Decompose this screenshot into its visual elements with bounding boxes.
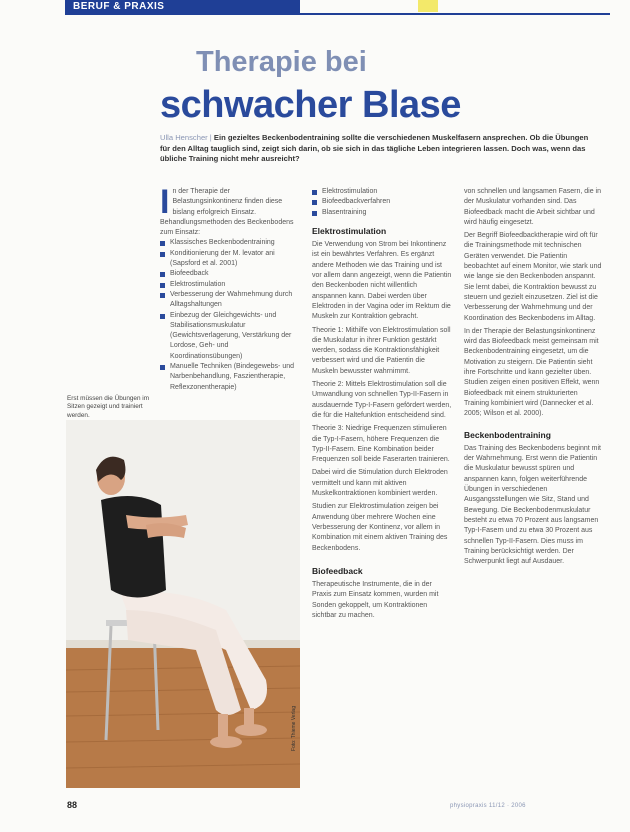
journal-footer: physiopraxis 11/12 · 2006 [450, 803, 526, 809]
list-item: Blasentraining [312, 208, 452, 218]
list-item: Verbesserung der Wahrnehmung durch Alltagshaltungen [160, 290, 300, 311]
list-item: Klassisches Beckenbodentraining [160, 238, 300, 248]
heading-beckenbodentraining: Beckenbodentraining [464, 429, 551, 440]
header-rule [300, 13, 610, 15]
exercise-photo [66, 420, 300, 788]
page-number: 88 [67, 800, 78, 810]
paragraph: Theorie 2: Mittels Elektrostimulation soll die Umwandlung von schnellen Typ-II-Fasern in ausdauernde Typ-I-Fasern gefördert werden, die für die Haltefunktion entscheidend sind. [312, 381, 452, 419]
list-item: Biofeedback [160, 269, 300, 279]
list-item: Manuelle Techniken (Bindegewebs- und Narbenbehandlung, Faszientherapie, Reflexzonentherapie) [160, 362, 300, 393]
section-label: BERUF & PRAXIS [73, 1, 165, 12]
paragraph: Dabei wird die Stimulation durch Elektroden vermittelt und kann mit aktiven Muskelkontraktionen kombiniert werden. [312, 469, 448, 498]
list-item: Elektrostimulation [160, 280, 300, 290]
paragraph: Das Training des Beckenbodens beginnt mit der Wahrnehmung. Erst wenn die Patientin die Muskulatur bewusst spüren und anspannen kann, folgen weiterführende Übungen in verschiedenen Ausgangsstellungen wie Sitz, Stand und Bewegung. Die Beckenbodenmuskulatur besteht zu etwa 70 Prozent aus langsamen Typ-I-Fasern und zu etwa 30 Prozent aus schnellen Typ-II-Fasern. Dies muss im Training berücksichtigt werden. Der Schwerpunkt liegt auf Ausdauer. [464, 444, 601, 566]
paragraph: Theorie 1: Mithilfe von Elektrostimulation soll die Muskulatur in ihrer Funktion gestärkt werden, sodass die Kontraktionsfähigkeit verbessert wird und die Patientin die Muskeln bewusster wahrnimmt. [312, 326, 451, 375]
photo-credit: Foto: Thieme Verlag [291, 706, 297, 751]
column-1 [160, 183, 300, 393]
page-tab-marker [418, 0, 438, 12]
lead-paragraph [160, 133, 590, 165]
drop-cap: I [160, 183, 170, 221]
method-list [160, 238, 300, 392]
title-line-2: schwacher Blase [160, 84, 461, 126]
paragraph: Therapeutische Instrumente, die in der Praxis zum Einsatz kommen, wurden mit Sonden gekoppelt, um Kontraktionen sichtbar zu machen. [312, 581, 439, 619]
paragraph: Die Verwendung von Strom bei Inkontinenz ist ein bewährtes Verfahren. Es ergänzt andere Methoden wie das Training und ist vor allem dann angezeigt, wenn die Patientin den Beckenboden nicht willentlich anspannen kann. Dabei werden über Elektroden in der Vagina oder im Rektum die Muskeln zur Kontraktion gebracht. [312, 241, 452, 321]
title-line-1: Therapie bei [196, 46, 367, 78]
author-name: Ulla Henscher | [160, 133, 212, 142]
list-item: Konditionierung der M. levator ani (Sapsford et al. 2001) [160, 249, 300, 270]
heading-elektrostimulation: Elektrostimulation [312, 225, 387, 236]
intro-paragraph [160, 183, 300, 238]
paragraph: Studien zur Elektrostimulation zeigen bei Anwendung über mehrere Wochen eine Verbesserung der Kontinenz, vor allem in Kombination mit einem aktiven Training des Beckenbodens. [312, 503, 448, 552]
column-3 [464, 187, 602, 567]
paragraph: In der Therapie der Belastungsinkontinenz wird das Biofeedback meist gemeinsam mit Beckenbodentraining eingesetzt, um die Motivation zu steigern. Die Patientin sieht ihre Fortschritte und kann gezielter üben. Studien zeigen einen positiven Effekt, wenn Biofeedback mit einem strukturierten Training kombiniert wird (Dannecker et al. 2005; Wilson et al. 2000). [464, 327, 600, 418]
photo-caption: Erst müssen die Übungen im Sitzen gezeigt und trainiert werden. [67, 395, 150, 419]
method-list-continued [312, 187, 452, 218]
list-item: Einbezug der Gleichgewichts- und Stabilisationsmuskulatur (Gewichtsverlagerung, Verstärkung der Lordose, Geh- und Koordinationsübungen) [160, 311, 300, 362]
woman-seated-illustration [66, 420, 300, 788]
paragraph: Theorie 3: Niedrige Frequenzen stimulieren die Typ-I-Fasern, höhere Frequenzen die Typ-II-Fasern. Eine Kombination beider Frequenzen soll beide Faserarten trainieren. [312, 425, 450, 464]
list-item: Elektrostimulation [312, 187, 452, 197]
lead-text: Ein gezieltes Beckenbodentraining sollte die verschiedenen Muskelfasern ansprechen. Ob die Übungen für den Alltag tauglich sind, zeigt sich darin, ob sie sich in das tägliche Leben integrieren lassen. Doch was, wenn das übliche Training nicht mehr ausreicht? [160, 133, 589, 163]
list-item: Biofeedbackverfahren [312, 197, 452, 207]
intro-text: n der Therapie der Belastungsinkontinenz finden diese bislang erfolgreich Einsatz. Behandlungsmethoden des Beckenbodens zum Einsatz: [160, 188, 294, 237]
column-2 [312, 187, 452, 621]
paragraph: von schnellen und langsamen Fasern, die in der Muskulatur vorhanden sind. Das Biofeedback macht die Arbeit sichtbar und wird häufig eingesetzt. [464, 188, 601, 226]
paragraph: Der Begriff Biofeedbacktherapie wird oft für die Trainingsmethode mit technischen Geräten verwendet. Die Patientin beobachtet auf einem Monitor, wie stark und wie lange sie den Beckenboden anspannt. Sie lernt dabei, die Kontraktion bewusst zu steuern und gezielt einzusetzen. Ziel ist die Verbesserung der Wahrnehmung und der Koordination des Beckenbodens im Alltag. [464, 232, 602, 322]
heading-biofeedback: Biofeedback [312, 565, 363, 576]
